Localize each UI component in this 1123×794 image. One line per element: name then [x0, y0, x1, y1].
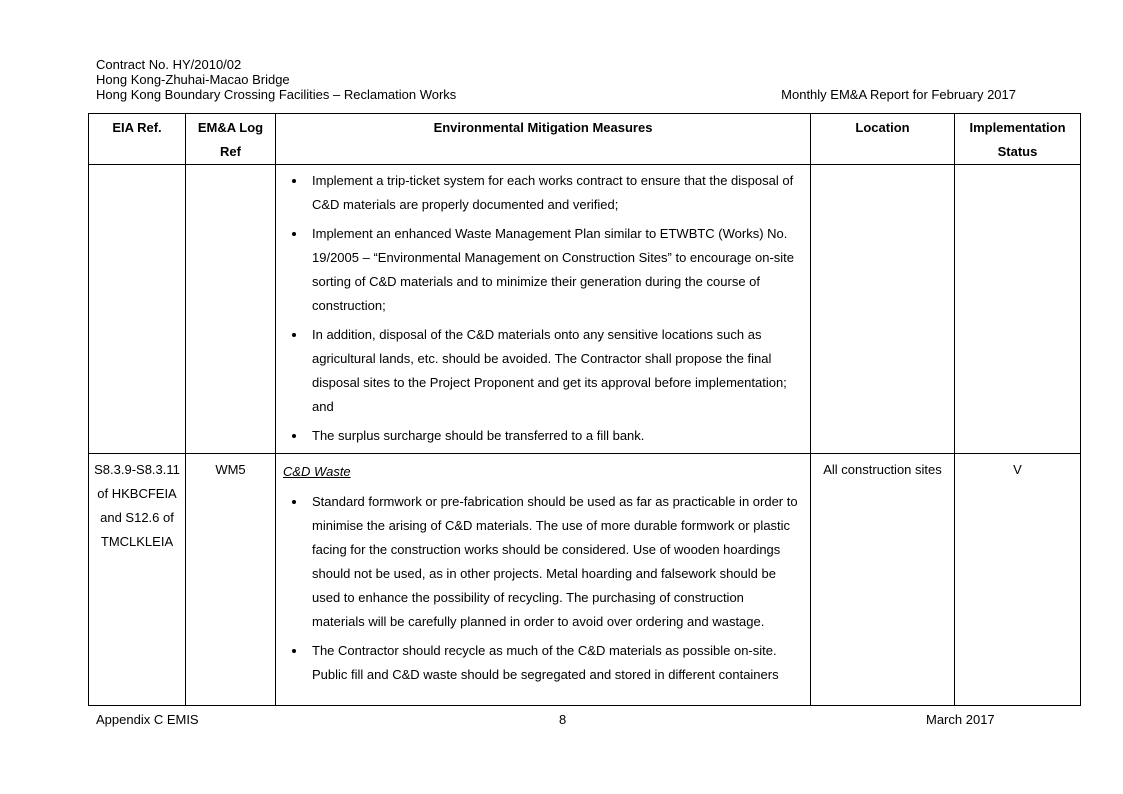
- footer-date: March 2017: [926, 712, 995, 727]
- bullet-item: Implement a trip-ticket system for each works contract to ensure that the disposal of C&D materials are properly documented and verified;: [312, 169, 806, 217]
- header-eia-ref: EIA Ref.: [89, 114, 186, 165]
- row2-heading: C&D Waste: [283, 464, 351, 479]
- table-header-row: [89, 114, 1081, 165]
- bullet-item: In addition, disposal of the C&D materials onto any sensitive locations such as agricultural lands, etc. should be avoided. The Contractor shall propose the final disposal sites to the Project Proponent and get its approval before implementation; and: [312, 323, 806, 419]
- report-title: Monthly EM&A Report for February 2017: [781, 87, 1016, 102]
- footer-page-number: 8: [559, 712, 567, 727]
- row1-measures: [276, 165, 811, 454]
- row2-eia-ref: S8.3.9-S8.3.11 of HKBCFEIA and S12.6 of TMCLKLEIA: [89, 454, 186, 706]
- footer-appendix: Appendix C EMIS: [96, 712, 199, 727]
- bullet-item: The surplus surcharge should be transferred to a fill bank.: [312, 424, 806, 448]
- table-row: [89, 165, 1081, 454]
- bullet-item: The Contractor should recycle as much of the C&D materials as possible on-site. Public fill and C&D waste should be segregated and stored in different containers: [312, 639, 806, 687]
- project-name: Hong Kong-Zhuhai-Macao Bridge: [96, 72, 290, 87]
- contract-number: Contract No. HY/2010/02: [96, 57, 242, 72]
- header-status: Implementation Status: [955, 114, 1081, 165]
- row1-location: [811, 165, 955, 454]
- row2-measures: [276, 454, 811, 706]
- header-ema-log-ref: EM&A Log Ref: [186, 114, 276, 165]
- table-row: [89, 454, 1081, 706]
- row2-status: V: [955, 454, 1081, 706]
- page-header: [96, 57, 1016, 102]
- bullet-item: Standard formwork or pre-fabrication should be used as far as practicable in order to minimise the arising of C&D materials. The use of more durable formwork or plastic facing for the construction works should be considered. Use of wooden hoardings should not be used, as in other projects. Metal hoarding and falsework should be used to enhance the possibility of recycling. The purchasing of construction materials will be carefully planned in order to avoid over ordering and wastage.: [312, 490, 806, 634]
- row1-eia-ref: [89, 165, 186, 454]
- row1-ema-log-ref: [186, 165, 276, 454]
- row2-bullet-list: [280, 490, 806, 687]
- works-name: Hong Kong Boundary Crossing Facilities – Reclamation Works: [96, 87, 457, 102]
- mitigation-measures-table: [88, 113, 1081, 706]
- row1-bullet-list: [280, 169, 806, 448]
- row1-status: [955, 165, 1081, 454]
- header-location: Location: [811, 114, 955, 165]
- row2-ema-log-ref: WM5: [186, 454, 276, 706]
- row2-location: All construction sites: [811, 454, 955, 706]
- header-measures: Environmental Mitigation Measures: [276, 114, 811, 165]
- bullet-item: Implement an enhanced Waste Management Plan similar to ETWBTC (Works) No. 19/2005 – “Environmental Management on Construction Sites” to encourage on-site sorting of C&D materials and to minimize their generation during the course of construction;: [312, 222, 806, 318]
